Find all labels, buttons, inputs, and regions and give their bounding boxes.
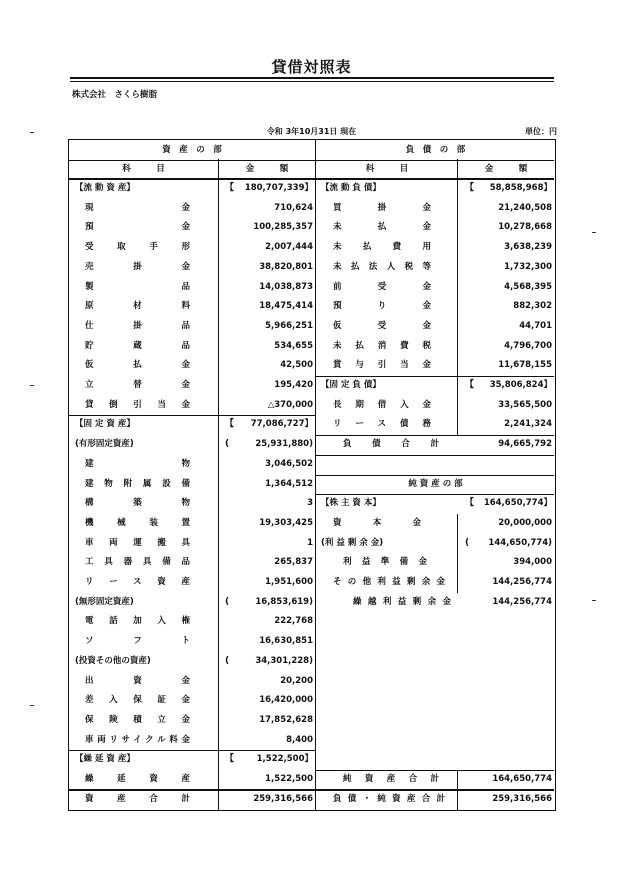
right-row-amount: 144,650,774): [488, 537, 552, 548]
left-item-header: 科 目: [122, 164, 165, 174]
right-row-amount: 35,806,824】: [489, 380, 552, 390]
right-row-label: 利益準備金: [343, 557, 427, 568]
liabilities-section-header: 負 債 の 部: [405, 145, 466, 155]
left-row-label: 車両運搬具: [85, 537, 190, 548]
left-row-label: 貯蔵品: [85, 340, 190, 351]
right-row-amount: 144,256,774: [492, 596, 552, 607]
right-row-amount: 94,665,792: [498, 439, 552, 450]
left-row-label: (投資その他の資産): [75, 655, 151, 666]
left-row-amount: 18,475,414: [259, 301, 313, 312]
left-total-rule: [69, 789, 315, 791]
scan-mark: [30, 705, 34, 706]
left-row-label: 資産合計: [85, 793, 190, 804]
left-row-label: (有形固定資産): [75, 439, 134, 450]
left-row-amount: 1,364,512: [265, 478, 313, 489]
left-row-amount: 17,852,628: [259, 714, 313, 725]
right-row-label: 仮受金: [333, 320, 431, 331]
company-name: 株式会社 さくら樹脂: [72, 90, 158, 100]
right-row-label: 負債合計: [343, 439, 439, 450]
left-row-amount: 25,931,880): [255, 439, 313, 450]
left-row-label: 【繰 延 資 産】: [75, 754, 135, 765]
right-row-label: 長期借入金: [333, 399, 431, 410]
left-row-amount: 100,285,357: [253, 222, 313, 233]
right-row-label: 前受金: [333, 281, 431, 292]
left-row-label: 車両リサイクル料金: [85, 734, 190, 745]
right-row-amount: 11,678,155: [498, 360, 552, 371]
left-row-amount: 16,630,851: [259, 636, 313, 647]
left-row-amount: 16,853,619): [255, 596, 313, 607]
left-row-label: 工具器具備品: [85, 557, 190, 568]
left-row-label: 保険積立金: [85, 714, 190, 725]
right-equity-total-rule: [315, 770, 554, 771]
left-row-amount: 2,007,444: [265, 242, 313, 253]
right-liab-total-top: [315, 435, 554, 436]
left-row-amount: 265,837: [274, 557, 313, 568]
left-row-amount: 14,038,873: [259, 281, 313, 292]
left-row-amount: 5,966,251: [265, 320, 313, 331]
left-row-amount: 1,522,500: [265, 774, 313, 784]
scan-mark: [592, 600, 596, 601]
left-row-label: 構築物: [85, 498, 190, 509]
page-title: 貸借対照表: [271, 58, 352, 76]
right-row-amount: 2,241,324: [504, 419, 552, 430]
right-row-label: 買掛金: [333, 202, 431, 213]
left-row-amount: 3: [307, 498, 313, 509]
left-row-amount: 3,046,502: [265, 458, 313, 469]
left-row-bracket: 【: [225, 419, 235, 430]
left-row-label: ソフト: [85, 636, 190, 647]
title-underline-thin: [70, 81, 554, 82]
right-fixed-rule: [315, 376, 554, 377]
scan-mark: [592, 232, 596, 233]
left-row-amount: 180,707,339】: [244, 183, 313, 193]
right-row-amount: 394,000: [513, 557, 552, 568]
as-of-date: 令和 3年10月31日 現在: [266, 127, 357, 136]
left-row-label: 電話加入権: [85, 616, 190, 627]
left-row-amount: 1,951,600: [265, 577, 313, 587]
left-row-bracket: (: [225, 596, 230, 607]
left-row-amount: 1: [307, 537, 313, 548]
right-row-amount: 58,858,968】: [489, 183, 552, 193]
left-row-amount: 195,420: [274, 380, 313, 390]
right-row-amount: 1,732,300: [504, 261, 552, 272]
left-fixed-rule: [69, 415, 315, 416]
left-row-amount: 710,624: [274, 202, 313, 213]
right-row-amount: 20,000,000: [498, 517, 552, 528]
right-row-bracket: 【: [465, 183, 475, 193]
left-row-label: 出資金: [85, 675, 190, 686]
right-amount-header: 金 額: [484, 164, 528, 174]
right-row-label: 負債・純資産合計: [333, 793, 445, 804]
right-row-label: 未払費用: [333, 242, 431, 253]
left-row-bracket: (: [225, 655, 230, 666]
right-row-label: リース債務: [333, 419, 431, 430]
left-row-label: 原材料: [85, 301, 190, 312]
right-row-label: (利 益 剰 余 金): [321, 537, 384, 548]
left-row-label: 【流 動 資 産】: [75, 183, 135, 193]
left-row-amount: 38,820,801: [259, 261, 313, 272]
assets-section-header: 資 産 の 部: [162, 145, 222, 155]
scan-mark: [30, 385, 34, 386]
right-row-amount: 882,302: [513, 301, 552, 312]
right-row-label: 【株 主 資 本】: [321, 498, 381, 509]
right-row-amount: 164,650,774】: [483, 498, 552, 509]
right-equity-header-rule: [315, 494, 554, 495]
left-row-label: 売掛金: [85, 261, 190, 272]
right-item-header: 科 目: [365, 164, 409, 174]
equity-section-header: 純 資 産 の 部: [408, 478, 463, 489]
scan-mark: [30, 132, 34, 133]
left-row-amount: 16,420,000: [259, 695, 313, 706]
left-row-label: 差入保証金: [85, 695, 190, 706]
left-row-bracket: (: [225, 439, 230, 450]
right-row-label: その他利益剰余金: [333, 577, 445, 587]
left-row-amount: 534,655: [274, 340, 313, 351]
title-underline: [70, 77, 554, 79]
right-grand-total-rule: [315, 789, 554, 791]
left-amount-header: 金 額: [245, 164, 289, 174]
left-row-label: リース資産: [85, 577, 190, 587]
right-row-label: 【固 定 負 債】: [321, 380, 381, 390]
left-row-label: (無形固定資産): [75, 596, 134, 607]
right-row-amount: 10,278,668: [498, 222, 552, 233]
unit-label: 単位：円: [525, 127, 557, 136]
left-row-amount: 77,086,727】: [250, 419, 313, 430]
left-row-bracket: 【: [225, 754, 235, 765]
right-liab-total-bottom: [315, 455, 554, 456]
left-row-bracket: 【: [225, 183, 235, 193]
right-row-label: 未払金: [333, 222, 431, 233]
left-row-label: 繰延資産: [85, 774, 190, 784]
left-row-label: 受取手形: [85, 242, 190, 253]
right-row-bracket: (: [465, 537, 470, 548]
left-row-amount: △370,000: [267, 399, 313, 410]
left-row-label: 仮払金: [85, 360, 190, 371]
left-row-label: 【固 定 資 産】: [75, 419, 135, 430]
left-row-amount: 19,303,425: [259, 517, 313, 528]
right-row-label: 資本金: [333, 517, 421, 528]
left-row-label: 機械装置: [85, 517, 190, 528]
right-row-amount: 164,650,774: [492, 774, 552, 784]
left-row-amount: 34,301,228): [255, 655, 313, 666]
left-row-label: 建物: [85, 458, 190, 469]
right-row-amount: 3,638,239: [504, 242, 552, 253]
right-row-label: 【流 動 負 債】: [321, 183, 381, 193]
right-row-label: 預り金: [333, 301, 431, 312]
right-row-amount: 144,256,774: [492, 577, 552, 587]
balance-sheet-table: [68, 139, 556, 811]
left-row-amount: 20,200: [280, 675, 313, 686]
left-row-amount: 42,500: [280, 360, 313, 371]
right-row-amount: 21,240,508: [498, 202, 552, 213]
left-row-amount: 259,316,566: [253, 793, 313, 804]
right-row-amount: 4,568,395: [504, 281, 552, 292]
left-row-label: 現金: [85, 202, 190, 213]
right-row-bracket: 【: [465, 380, 475, 390]
right-row-label: 繰越利益剰余金: [353, 596, 451, 607]
left-row-label: 貸倒引当金: [85, 399, 190, 410]
left-deferred-rule: [69, 750, 315, 751]
left-row-amount: 8,400: [286, 734, 313, 745]
left-row-label: 立替金: [85, 380, 190, 390]
right-row-label: 未払消費税: [333, 340, 431, 351]
left-row-label: 建物附属設備: [85, 478, 190, 489]
right-row-label: 賞与引当金: [333, 360, 431, 371]
right-row-bracket: 【: [465, 498, 475, 509]
left-row-label: 預金: [85, 222, 190, 233]
right-row-amount: 44,701: [519, 320, 552, 331]
left-row-amount: 1,522,500】: [256, 754, 313, 765]
right-row-label: 未払法人税等: [333, 261, 431, 272]
left-row-label: 仕掛品: [85, 320, 190, 331]
right-row-amount: 259,316,566: [492, 793, 552, 804]
left-row-label: 製品: [85, 281, 190, 292]
right-row-amount: 33,565,500: [498, 399, 552, 410]
right-row-amount: 4,796,700: [504, 340, 552, 351]
right-row-label: 純資産合計: [343, 774, 439, 784]
left-row-amount: 222,768: [274, 616, 313, 627]
